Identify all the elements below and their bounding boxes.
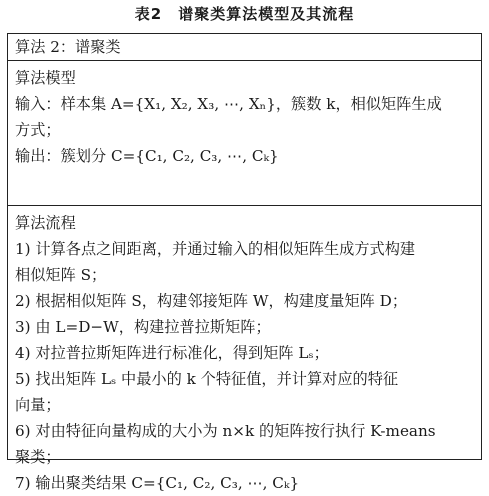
algorithm-table xyxy=(7,33,482,492)
flow-step-6-line-1: 6) 对由特征向量构成的大小为 n×k 的矩阵按行执行 K-means xyxy=(15,422,436,440)
algorithm-header: 算法 2：谱聚类 xyxy=(15,38,121,56)
flow-step-1-line-1: 1) 计算各点之间距离，并通过输入的相似矩阵生成方式构建 xyxy=(15,240,416,258)
algorithm-flow-section xyxy=(8,206,481,492)
model-input-line-1: 输入：样本集 A={X₁, X₂, X₃, ⋯, Xₙ}，簇数 k，相似矩阵生成 xyxy=(15,95,442,113)
model-title: 算法模型 xyxy=(15,69,76,87)
flow-title: 算法流程 xyxy=(15,214,76,232)
flow-step-7: 7) 输出聚类结果 C={C₁, C₂, C₃, ⋯, Cₖ} xyxy=(15,474,300,492)
algorithm-model-section xyxy=(8,61,481,206)
table-caption: 表2 谱聚类算法模型及其流程 xyxy=(134,5,355,23)
model-output-line: 输出：簇划分 C={C₁, C₂, C₃, ⋯, Cₖ} xyxy=(15,147,279,165)
flow-step-3: 3) 由 L=D−W，构建拉普拉斯矩阵； xyxy=(15,318,271,336)
flow-step-4: 4) 对拉普拉斯矩阵进行标准化，得到矩阵 Lₛ； xyxy=(15,344,329,362)
flow-step-2: 2) 根据相似矩阵 S，构建邻接矩阵 W，构建度量矩阵 D； xyxy=(15,292,408,310)
algorithm-header-section xyxy=(8,34,481,61)
flow-step-5-line-1: 5) 找出矩阵 Lₛ 中最小的 k 个特征值，并计算对应的特征 xyxy=(15,370,399,388)
flow-step-6-line-2: 聚类； xyxy=(15,448,61,466)
model-input-line-2: 方式； xyxy=(15,121,61,139)
flow-step-5-line-2: 向量； xyxy=(15,396,61,414)
flow-step-1-line-2: 相似矩阵 S； xyxy=(15,266,107,284)
